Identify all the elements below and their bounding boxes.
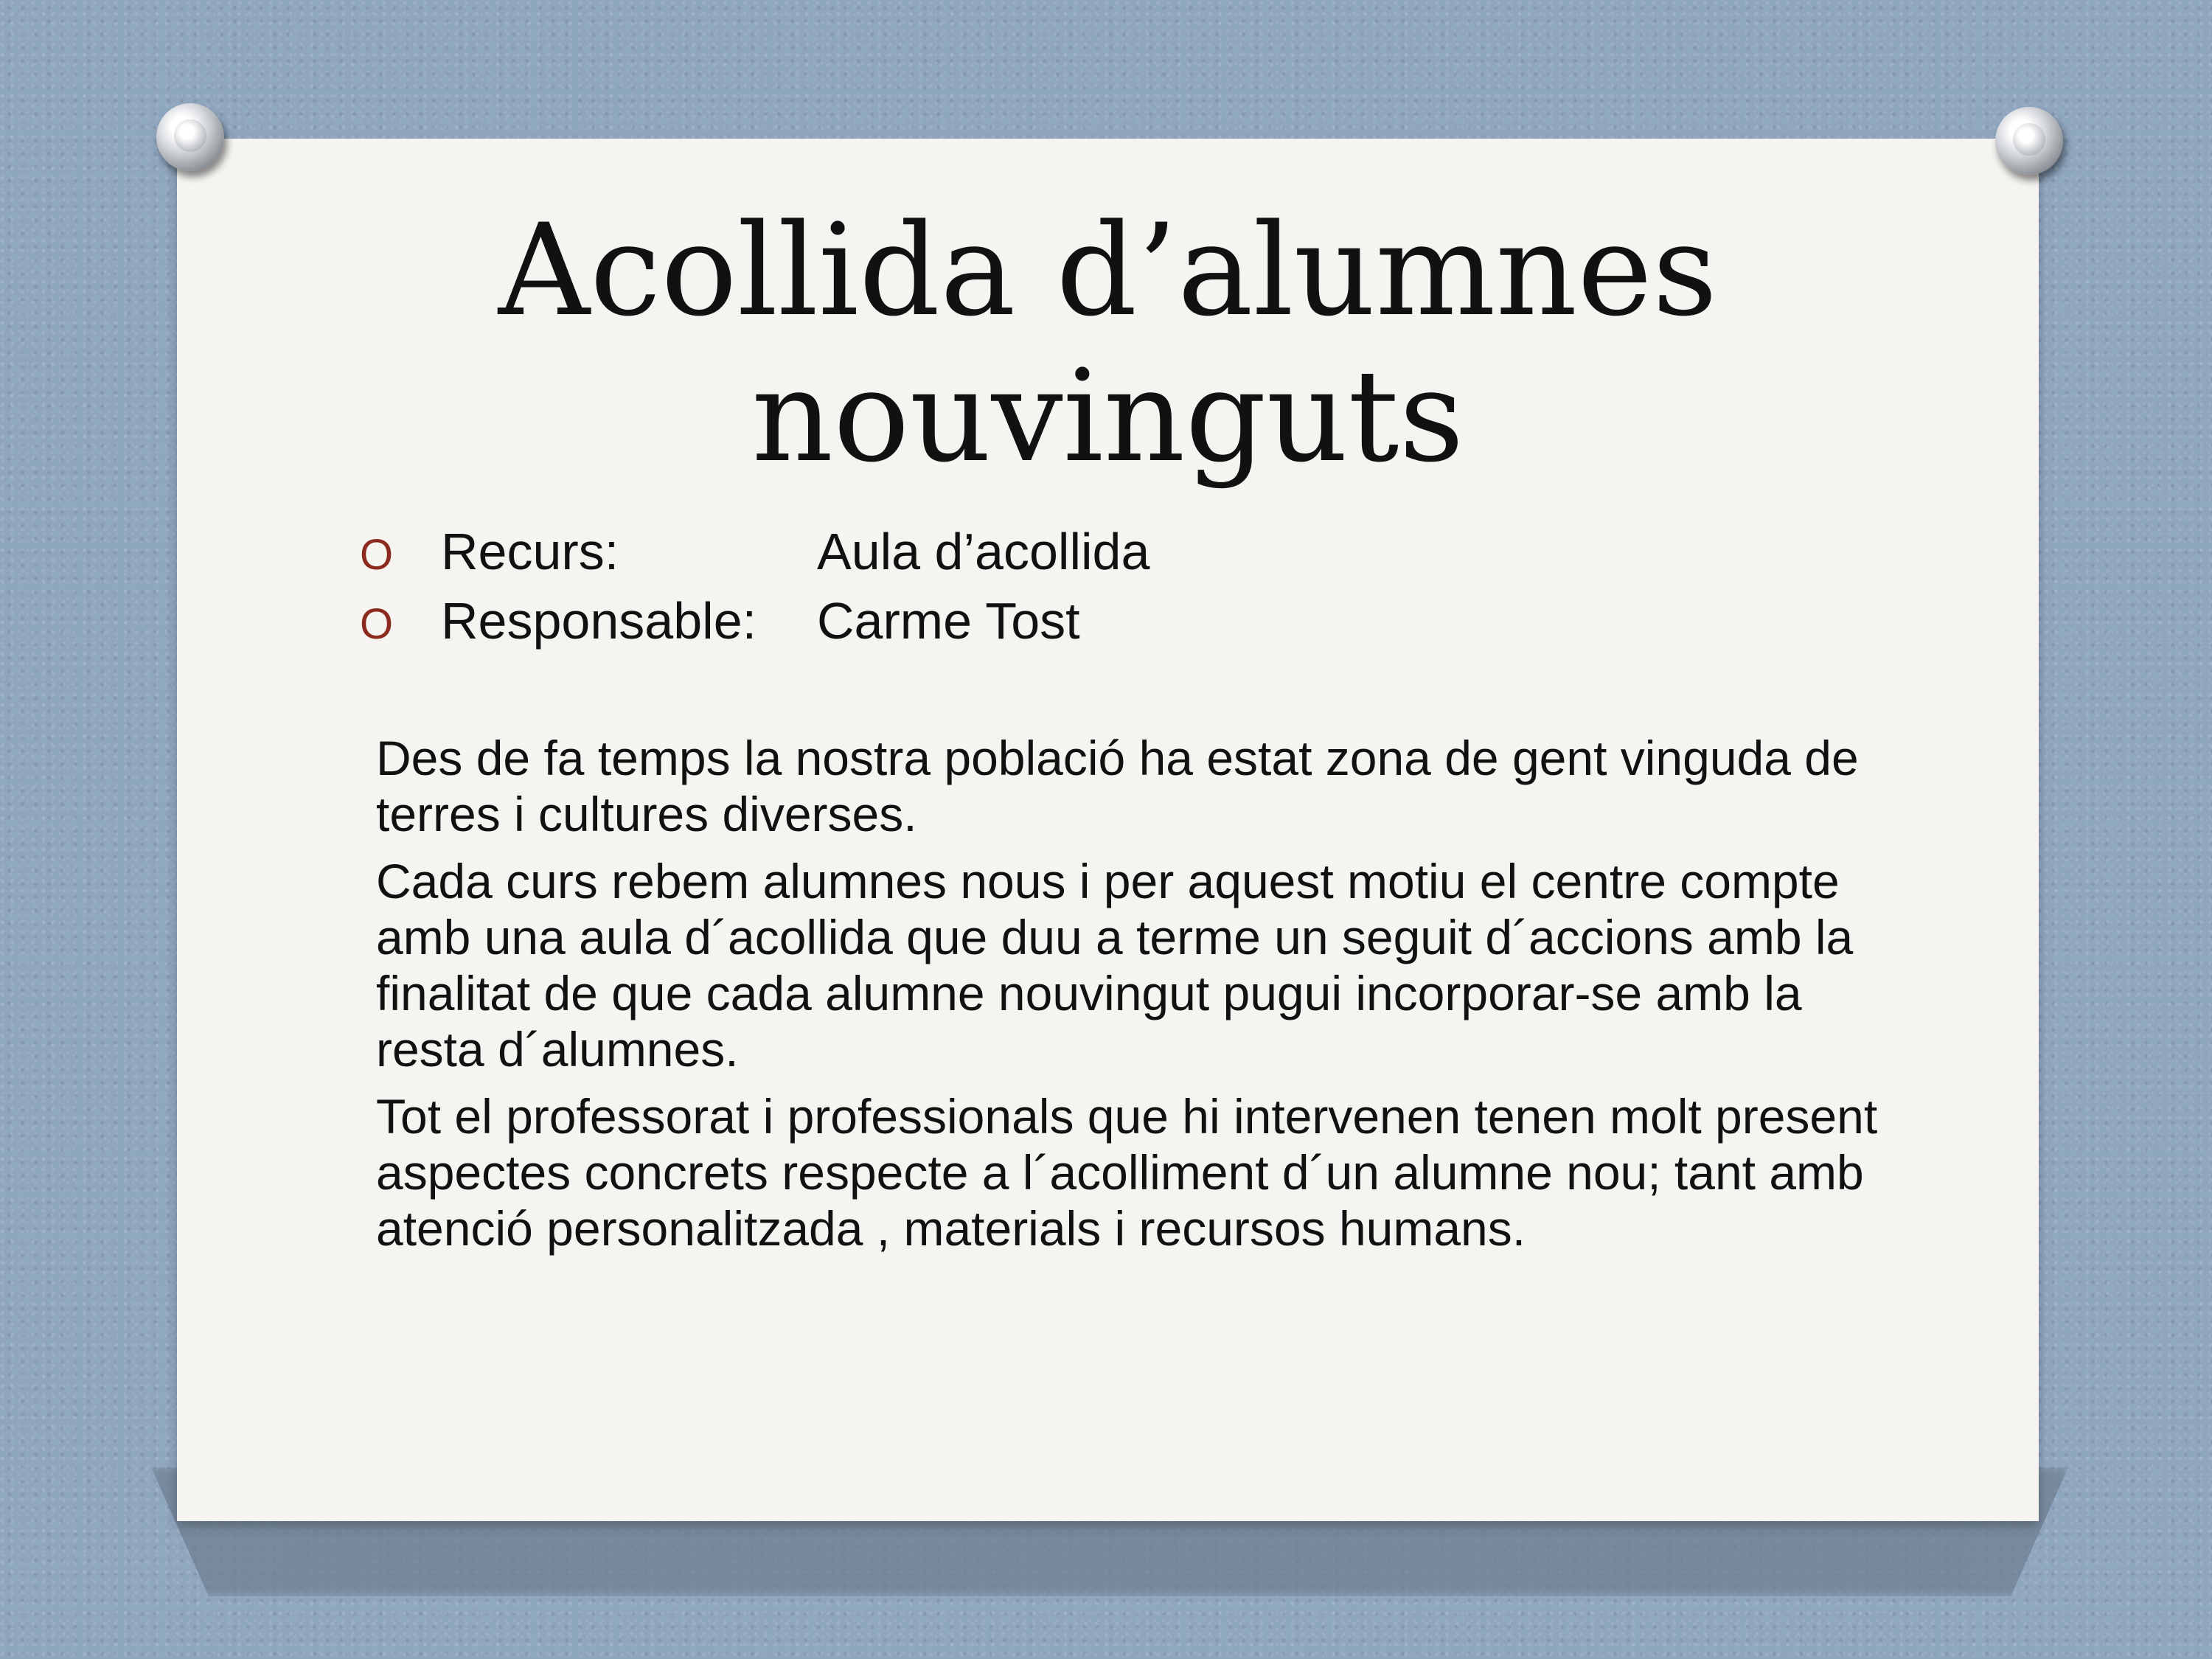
body-text [376, 730, 1880, 1267]
bullet-label: Responsable: [441, 592, 757, 650]
bullet-item-responsable [360, 591, 1150, 661]
info-bullet-list [360, 522, 1150, 661]
paragraph: Cada curs rebem alumnes nous i per aquest motiu el centre compte amb una aula d´acollida que duu a terme un seguit d´accions amb la finalitat de que cada alumne nouvingut pugui incorporar-se amb la resta d´alumnes. [376, 854, 1854, 1077]
pushpin-icon [1995, 107, 2063, 175]
bullet-marker-icon: O [360, 531, 394, 579]
bullet-label: Recurs: [441, 523, 619, 580]
bullet-value: Aula d’acollida [817, 523, 1150, 580]
bullet-value: Carme Tost [817, 592, 1080, 650]
paragraph: Tot el professorat i professionals que hi intervenen tenen molt present aspectes concrets respecte a l´acolliment d´un alumne nou; tant amb atenció personalitzada , materials i recursos humans. [376, 1089, 1878, 1256]
slide-title-line-1: Acollida d’alumnes [498, 196, 1718, 344]
slide-title-line-2: nouvinguts [751, 342, 1464, 490]
slide-title [177, 198, 2039, 490]
bullet-marker-icon: O [360, 600, 394, 648]
paragraph: Des de fa temps la nostra població ha estat zona de gent vinguda de terres i cultures diverses. [376, 731, 1859, 841]
bullet-item-recurs [360, 522, 1150, 591]
pushpin-icon [156, 103, 224, 171]
